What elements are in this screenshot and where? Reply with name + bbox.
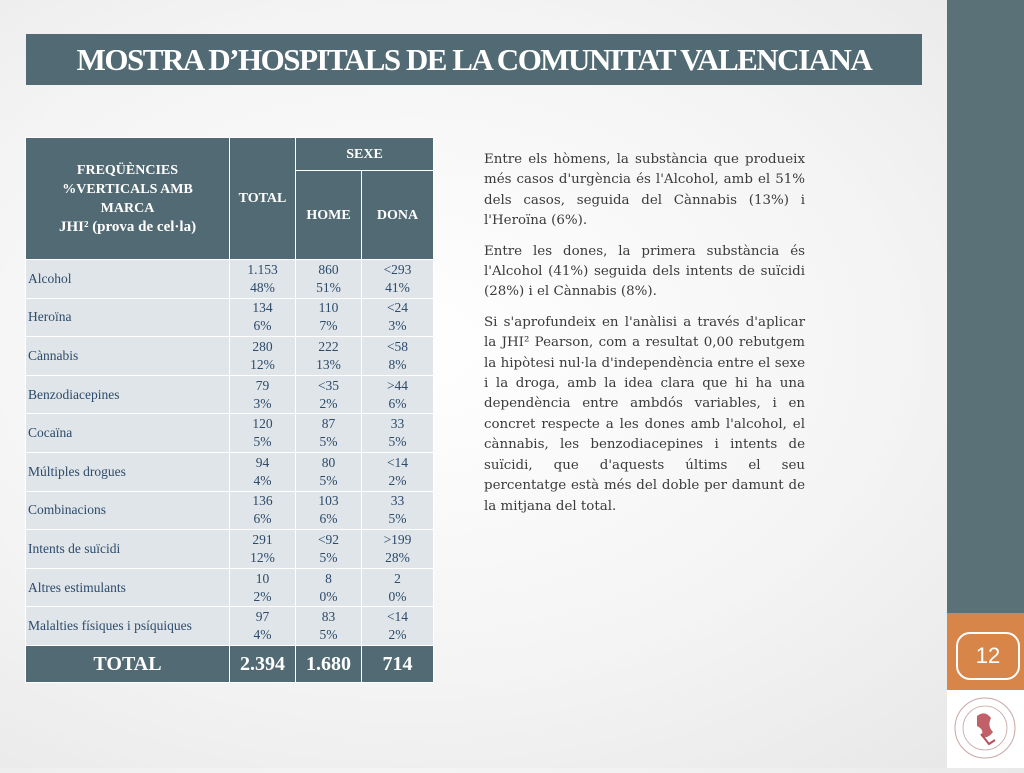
total-cell-value: 79 — [255, 377, 270, 393]
total-cell-value: 4% — [253, 627, 272, 643]
dona-cell — [362, 260, 434, 299]
seal-panel — [947, 690, 1024, 768]
header-sexe: SEXE — [296, 138, 434, 171]
page-number: 12 — [956, 632, 1020, 680]
home-cell — [296, 452, 362, 491]
total-cell-value: 94 — [255, 454, 270, 470]
home-cell-value: 222 — [318, 338, 339, 354]
dona-cell-value: <14 — [386, 609, 409, 625]
total-cell-value: 291 — [252, 531, 273, 547]
home-cell-value: 83 — [321, 609, 336, 625]
total-cell — [230, 491, 296, 530]
total-cell — [230, 607, 296, 646]
row-label-value: Alcohol — [28, 270, 72, 286]
total-cell — [230, 375, 296, 414]
dona-cell-value: <24 — [386, 300, 409, 316]
dona-cell — [362, 607, 434, 646]
row-label — [26, 298, 230, 337]
home-cell-value: 87 — [321, 416, 336, 432]
dona-cell-value: 41% — [385, 279, 410, 295]
home-cell-value: <92 — [317, 531, 340, 547]
home-cell-value: 860 — [318, 261, 339, 277]
dona-cell-value: >199 — [383, 531, 412, 547]
dona-cell-value: 33 — [390, 493, 405, 509]
dona-cell — [362, 530, 434, 569]
home-cell — [296, 337, 362, 376]
home-cell-value: 51% — [316, 279, 341, 295]
description-paragraph: Entre els hòmens, la substància que produeix més casos d'urgència és l'Alcohol, amb el 51% dels casos, seguida del Cànnabis (13%) i l'Heroïna (6%). — [484, 152, 805, 229]
row-label — [26, 375, 230, 414]
totals-row — [26, 645, 434, 682]
total-cell — [230, 298, 296, 337]
table-row — [26, 452, 434, 491]
total-cell-value: 12% — [250, 356, 275, 372]
university-seal-icon — [947, 690, 1024, 768]
total-cell-value: 4% — [253, 472, 272, 488]
home-cell-value: 5% — [319, 472, 338, 488]
total-cell-value: 12% — [250, 549, 275, 565]
home-cell-value: 80 — [321, 454, 336, 470]
home-cell-value: 5% — [319, 434, 338, 450]
dona-cell-value: 6% — [388, 395, 407, 411]
description-text — [484, 150, 805, 527]
row-label — [26, 337, 230, 376]
total-cell-value: 5% — [253, 434, 272, 450]
dona-cell — [362, 452, 434, 491]
total-cell-value: 48% — [250, 279, 275, 295]
row-label-value: Intents de suïcidi — [28, 540, 121, 556]
total-cell — [230, 260, 296, 299]
total-cell-value: 6% — [253, 511, 272, 527]
dona-cell-value: <14 — [386, 454, 409, 470]
frequency-table — [25, 137, 434, 683]
dona-cell-value: >44 — [386, 377, 409, 393]
header-frequencies-line1: FREQÜÈNCIES — [76, 162, 179, 178]
row-label — [26, 568, 230, 607]
home-cell-value: 5% — [319, 549, 338, 565]
home-cell-value: 8 — [325, 570, 332, 586]
total-cell-value: 136 — [252, 493, 273, 509]
total-cell-value: 120 — [252, 416, 273, 432]
home-cell-value: 0% — [319, 588, 338, 604]
total-cell-value: 10 — [255, 570, 270, 586]
slide-title: MOSTRA D’HOSPITALS DE LA COMUNITAT VALENCIANA — [26, 34, 922, 85]
home-cell-value: 103 — [318, 493, 339, 509]
description-paragraph: Si s'aprofundeix en l'anàlisi a través d'aplicar la JHI² Pearson, com a resultat 0,00 rebutgem la hipòtesi nul·la d'independència entre el sexe i la droga, amb la idea clara que hi ha una dependència entre ambdós variables, i en concret respecte a les dones amb l'alcohol, el cànnabis, les benzodiacepines i intents de suïcidi, que d'aquests últims el seu percentatge està més del doble per damunt de la mitjana del total. — [484, 314, 805, 514]
table-row — [26, 337, 434, 376]
total-cell-value: 3% — [253, 395, 272, 411]
total-cell-value: 6% — [253, 318, 272, 334]
row-label-value: Malalties físiques i psíquiques — [28, 618, 192, 634]
table-row — [26, 607, 434, 646]
home-cell — [296, 260, 362, 299]
home-cell-value: 2% — [319, 395, 338, 411]
total-cell — [230, 530, 296, 569]
table-row — [26, 260, 434, 299]
dona-cell — [362, 375, 434, 414]
table-row — [26, 568, 434, 607]
row-label — [26, 260, 230, 299]
dona-cell-value: <293 — [383, 261, 412, 277]
dona-cell-value: 0% — [388, 588, 407, 604]
total-cell-value: 97 — [255, 609, 270, 625]
table-row — [26, 375, 434, 414]
dona-cell-value: 28% — [385, 549, 410, 565]
header-frequencies-line3: MARCA — [100, 200, 155, 216]
dona-cell-value: 5% — [388, 511, 407, 527]
row-label — [26, 607, 230, 646]
table-row — [26, 491, 434, 530]
home-cell — [296, 491, 362, 530]
header-frequencies — [26, 138, 230, 260]
row-label-value: Heroïna — [28, 309, 72, 325]
total-cell — [230, 568, 296, 607]
dona-cell — [362, 568, 434, 607]
total-cell — [230, 414, 296, 453]
home-cell-value: 5% — [319, 627, 338, 643]
home-cell-value: 13% — [316, 356, 341, 372]
dona-cell-value: 3% — [388, 318, 407, 334]
dona-cell-value: 5% — [388, 434, 407, 450]
home-cell — [296, 568, 362, 607]
header-dona: DONA — [362, 171, 434, 260]
dona-cell-value: 33 — [390, 416, 405, 432]
table-row — [26, 414, 434, 453]
dona-cell-value: 8% — [388, 356, 407, 372]
row-label-value: Altres estimulants — [28, 579, 126, 595]
home-cell-value: 110 — [318, 300, 339, 316]
header-frequencies-line2: %VERTICALS AMB — [62, 181, 193, 197]
total-cell-value: 280 — [252, 338, 273, 354]
totals-label: TOTAL — [26, 645, 230, 682]
totals-dona: 714 — [362, 645, 434, 682]
total-cell-value: 134 — [252, 300, 273, 316]
home-cell-value: 7% — [319, 318, 338, 334]
dona-cell — [362, 414, 434, 453]
total-cell-value: 2% — [253, 588, 272, 604]
home-cell-value: <35 — [317, 377, 340, 393]
row-label-value: Benzodiacepines — [28, 386, 120, 402]
row-label — [26, 414, 230, 453]
total-cell — [230, 452, 296, 491]
home-cell — [296, 530, 362, 569]
home-cell — [296, 298, 362, 337]
row-label-value: Múltiples drogues — [28, 463, 126, 479]
row-label-value: Combinacions — [28, 502, 106, 518]
dona-cell-value: 2% — [388, 472, 407, 488]
dona-cell-value: <58 — [386, 338, 409, 354]
row-label — [26, 530, 230, 569]
totals-home: 1.680 — [296, 645, 362, 682]
table-row — [26, 298, 434, 337]
home-cell-value: 6% — [319, 511, 338, 527]
dona-cell-value: 2% — [388, 627, 407, 643]
row-label — [26, 491, 230, 530]
total-cell — [230, 337, 296, 376]
total-cell-value: 1.153 — [247, 261, 278, 277]
home-cell — [296, 414, 362, 453]
header-frequencies-line4: JHI² (prova de cel·la) — [58, 218, 197, 235]
home-cell — [296, 375, 362, 414]
row-label — [26, 452, 230, 491]
row-label-value: Cocaïna — [28, 425, 73, 441]
header-total: TOTAL — [230, 138, 296, 260]
header-home: HOME — [296, 171, 362, 260]
dona-cell — [362, 298, 434, 337]
dona-cell — [362, 337, 434, 376]
home-cell — [296, 607, 362, 646]
description-paragraph: Entre les dones, la primera substància és l'Alcohol (41%) seguida dels intents de suïcidi (28%) i el Cànnabis (8%). — [484, 243, 805, 300]
row-label-value: Cànnabis — [28, 347, 79, 363]
table-row — [26, 530, 434, 569]
dona-cell — [362, 491, 434, 530]
dona-cell-value: 2 — [394, 570, 401, 586]
totals-total: 2.394 — [230, 645, 296, 682]
